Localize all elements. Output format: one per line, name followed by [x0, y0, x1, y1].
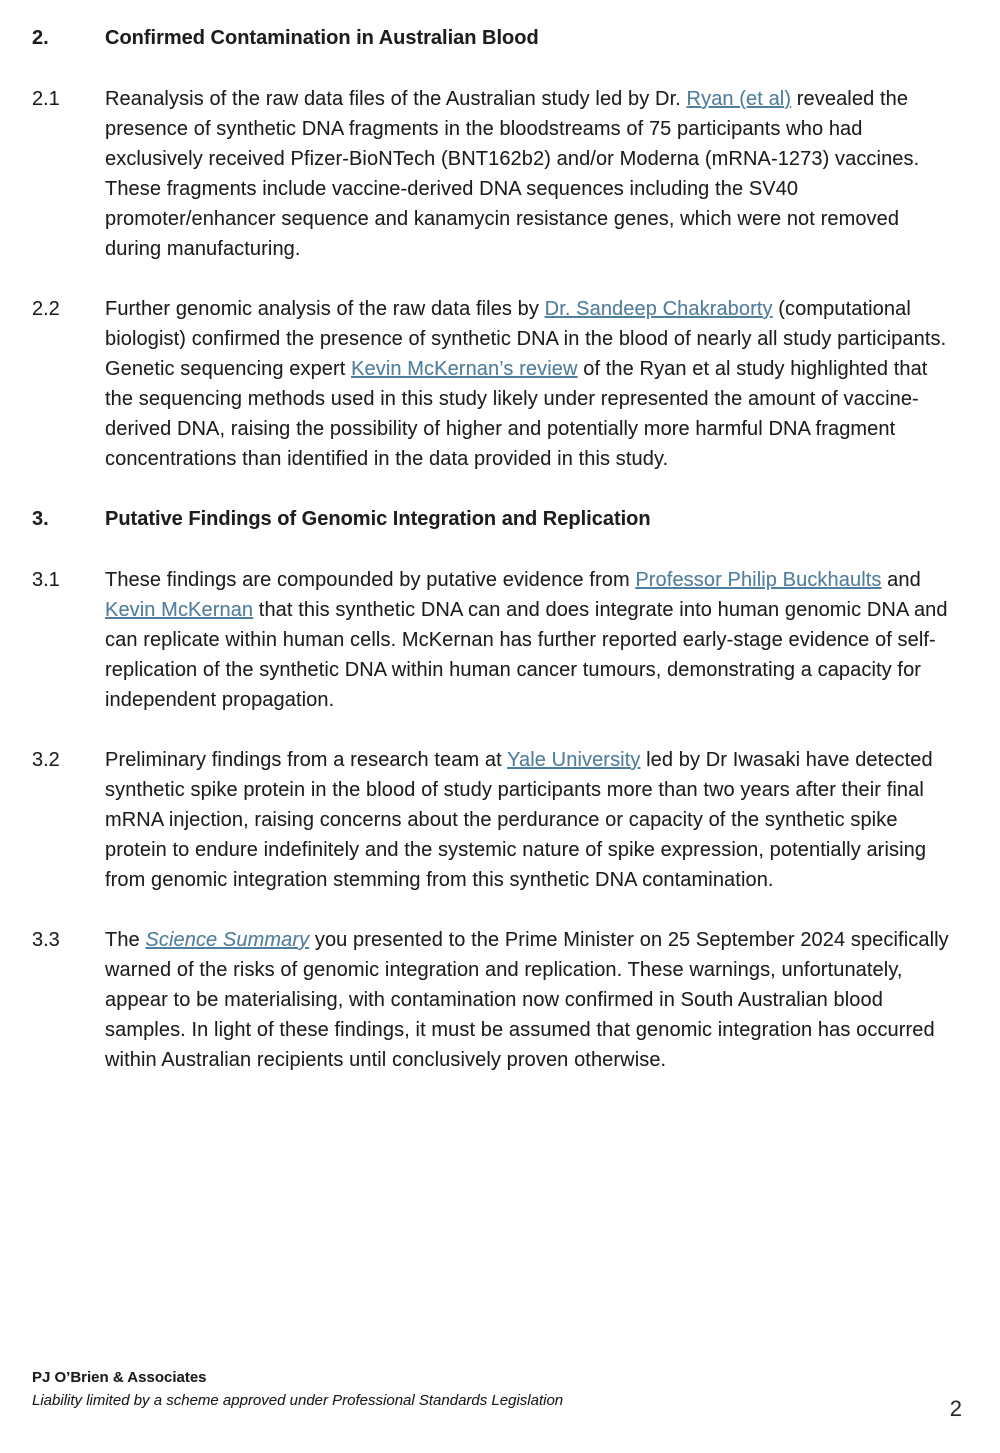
section-number: 3.: [32, 508, 49, 530]
paragraph-number: 2.2: [32, 298, 60, 320]
section-title: Confirmed Contamination in Australian Blood: [105, 27, 539, 49]
text-run: revealed the presence of synthetic DNA fragments in the bloodstreams of 75 participants who had exclusively received Pfizer-BioNTech (BNT162b2) and/or Moderna (mRNA-1273) vaccines. These fragments include vaccine-derived DNA sequences including the SV40 promoter/enhancer sequence and kanamycin resistance genes, which were not removed during manufacturing.: [105, 88, 920, 260]
document-body: [32, 23, 950, 1105]
section-title: Putative Findings of Genomic Integration and Replication: [105, 508, 651, 530]
paragraph-3-3: [32, 925, 950, 1075]
text-run: Preliminary findings from a research team at: [105, 749, 508, 771]
text-run: Further genomic analysis of the raw data files by: [105, 298, 545, 320]
paragraph-3-2: [32, 745, 950, 895]
text-run: The: [105, 929, 146, 951]
paragraph-text: [105, 84, 950, 264]
text-run: led by Dr Iwasaki have detected synthetic spike protein in the blood of study participants more than two years after their final mRNA injection, raising concerns about the perdurance or capacity of the synthetic spike protein to endure indefinitely and the systemic nature of spike expression, potentially arising from genomic integration stemming from this synthetic DNA contamination.: [105, 749, 933, 891]
section-heading-2: [32, 23, 950, 53]
hyperlink[interactable]: Science Summary: [145, 929, 310, 951]
hyperlink[interactable]: Kevin McKernan’s review: [351, 358, 578, 380]
paragraph-2-2: [32, 294, 950, 474]
text-run: that this synthetic DNA can and does integrate into human genomic DNA and can replicate within human cells. McKernan has further reported early-stage evidence of self-replication of the synthetic DNA within human cancer tumours, demonstrating a capacity for independent propagation.: [105, 599, 948, 711]
page-number: 2: [949, 1396, 962, 1421]
paragraph-text: [105, 565, 950, 715]
hyperlink[interactable]: Yale University: [507, 749, 641, 771]
text-run: and: [881, 569, 921, 591]
hyperlink[interactable]: Kevin McKernan: [105, 599, 254, 621]
text-run: These findings are compounded by putative evidence from: [105, 569, 636, 591]
text-run: Reanalysis of the raw data files of the Australian study led by Dr.: [105, 88, 687, 110]
hyperlink[interactable]: Professor Philip Buckhaults: [635, 569, 882, 591]
text-run: (computational biologist) confirmed the presence of synthetic DNA in the blood of nearly all study participants. Genetic sequencing expert: [105, 298, 947, 380]
text-run: of the Ryan et al study highlighted that the sequencing methods used in this study likely under represented the amount of vaccine-derived DNA, raising the possibility of higher and potentially more harmful DNA fragment concentrations than identified in the data provided in this study.: [105, 358, 928, 470]
paragraph-2-1: [32, 84, 950, 264]
section-number: 2.: [32, 27, 49, 49]
hyperlink[interactable]: Dr. Sandeep Chakraborty: [544, 298, 773, 320]
paragraph-3-1: [32, 565, 950, 715]
firm-name: PJ O’Brien & Associates: [32, 1369, 207, 1386]
paragraph-text: [105, 925, 950, 1075]
hyperlink[interactable]: Ryan (et al): [686, 88, 792, 110]
paragraph-number: 2.1: [32, 88, 60, 110]
paragraph-number: 3.3: [32, 929, 60, 951]
paragraph-number: 3.2: [32, 749, 60, 771]
paragraph-number: 3.1: [32, 569, 60, 591]
section-heading-3: [32, 504, 950, 534]
text-run: you presented to the Prime Minister on 25 September 2024 specifically warned of the risks of genomic integration and replication. These warnings, unfortunately, appear to be materialising, with contamination now confirmed in South Australian blood samples. In light of these findings, it must be assumed that genomic integration has occurred within Australian recipients until conclusively proven otherwise.: [105, 929, 949, 1071]
paragraph-text: [105, 745, 950, 895]
liability-disclaimer: Liability limited by a scheme approved under Professional Standards Legislation: [32, 1392, 564, 1409]
page-footer: [32, 1366, 563, 1412]
paragraph-text: [105, 294, 950, 474]
